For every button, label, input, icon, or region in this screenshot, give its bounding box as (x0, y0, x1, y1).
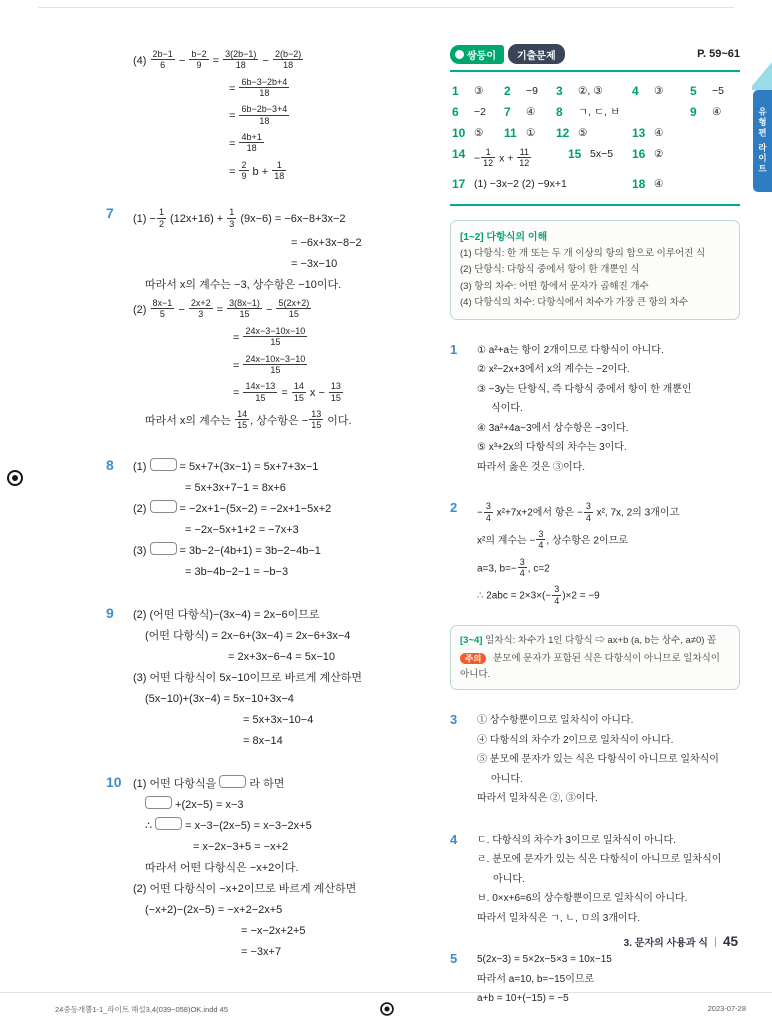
fraction: $\frac{1}{18}$ (274, 159, 285, 182)
math-line: +(2x−5) = x−3 (133, 796, 444, 815)
concept-box-range: [3~4] (460, 634, 483, 646)
answer-cell (632, 83, 690, 100)
answer-row (452, 146, 738, 172)
answer-value: ③ (654, 85, 664, 97)
warning-text: 분모에 문자가 포함된 식은 다항식이 아니므로 일차식이 아니다. (460, 653, 720, 680)
exam-problem-2 (450, 498, 740, 611)
exam-problem-1-solution (477, 340, 740, 479)
math-line: ① a²+a는 항이 2개이므로 다항식이 아니다. (477, 344, 664, 356)
fraction: $\frac{3(2b-1)}{18}$ (225, 49, 257, 71)
fraction: $\frac{1}{2}$ (158, 207, 164, 229)
math-line: a=3, b=− $\frac{3}{4}$ , c=2 (477, 556, 550, 578)
math-line: (1) 다항식: 한 개 또는 두 개 이상의 항의 합으로 이루어진 식 (460, 247, 706, 259)
problem-7-solution (133, 204, 444, 435)
answer-cell (452, 176, 632, 193)
fraction: $\frac{14}{15}$ (293, 381, 304, 403)
answer-value: −9 (526, 85, 538, 97)
answer-value: ④ (712, 106, 722, 118)
answer-value: −5 (712, 85, 724, 97)
answer-number: 10 (452, 126, 466, 140)
math-line: ⑤ x³+2x의 다항식의 차수는 3이다. (477, 442, 627, 454)
answer-cell (568, 146, 632, 163)
math-line: (3) = 3b−2−(4b+1) = 3b−2−4b−1 (133, 542, 444, 561)
fraction: $\frac{3}{4}$ (554, 584, 560, 606)
answer-cell (452, 146, 568, 172)
exam-problem-4-solution (477, 830, 740, 930)
problem-8-solution (133, 456, 444, 584)
problem-8-number: 8 (106, 456, 114, 473)
math-line: ④ 3a²+4a−3에서 상수항은 −3이다. (477, 422, 629, 434)
math-line: = x−2x−3+5 = −x+2 (193, 840, 289, 853)
math-line: 따라서 옳은 것은 ③이다. (477, 461, 586, 473)
math-line: (2) 단항식: 다항식 중에서 항이 한 개뿐인 식 (460, 264, 640, 276)
math-line: x²의 계수는 − $\frac{3}{4}$ , 상수항은 2이므로 (477, 528, 628, 551)
math-line: (3) 어떤 다항식이 5x−10이므로 바르게 계산하면 (133, 671, 363, 684)
answer-number: 2 (504, 84, 511, 98)
fraction: $\frac{3}{4}$ (519, 556, 525, 578)
registration-dot (12, 475, 18, 481)
answer-cell (452, 83, 504, 100)
exam-problem-3-solution (477, 710, 740, 810)
math-line: 따라서 a=10, b=−15이므로 (477, 973, 595, 985)
math-line: ∴ 2abc = 2×3×(− $\frac{3}{4}$ )×2 = −9 (477, 584, 600, 606)
math-line: (1) − $\frac{1}{2}$ (12x+16) + $\frac{1}{3}$ (9x−6) = −6x−8+3x−2 (133, 207, 346, 229)
exam-problem-3-number: 3 (450, 712, 458, 728)
fraction: $\frac{3(8x-1)}{15}$ (229, 298, 260, 320)
fraction: $\frac{3}{4}$ (538, 528, 544, 551)
exam-problems-badge: 기출문제 (508, 44, 565, 64)
tab-fold-decoration (752, 62, 772, 90)
math-line: (1) = 5x+7+(3x−1) = 5x+7+3x−1 (133, 458, 444, 477)
fraction: $\frac{11}{12}$ (519, 147, 530, 169)
page-edge-line-top (38, 7, 734, 8)
math-line: 따라서 일차식은 ②, ③이다. (477, 793, 598, 805)
concept-box-title: [1~2] 다항식의 이해 (460, 231, 548, 243)
blank-box (155, 817, 182, 830)
problem-10 (106, 773, 444, 964)
twin-badge-label: 쌍둥이 (467, 50, 496, 62)
blank-box (145, 796, 172, 809)
concept-box-polynomial (450, 220, 740, 320)
math-line: ③ −3y는 단항식, 즉 다항식 중에서 항이 한 개뿐인 (477, 383, 692, 395)
answer-cell (632, 146, 663, 163)
exam-problem-2-solution (477, 498, 740, 611)
answer-number: 12 (556, 126, 570, 140)
twin-badge (450, 45, 504, 64)
answer-cell (690, 104, 721, 121)
math-line: (2) = −2x+1−(5x−2) = −2x+1−5x+2 (133, 500, 444, 519)
answer-value: ③ (474, 85, 484, 97)
answer-row (452, 83, 738, 100)
fraction: $\frac{6b-2b-3+4}{18}$ (241, 104, 288, 126)
fraction: $\frac{1}{3}$ (229, 207, 235, 229)
math-line: = 8x−14 (243, 734, 283, 747)
fraction: $\frac{8x-1}{5}$ (152, 298, 173, 320)
problem-10-solution (133, 773, 444, 964)
math-line: ∴ = x−3−(2x−5) = x−3−2x+5 (133, 817, 444, 836)
answer-number: 16 (632, 147, 646, 161)
math-line: (4) 다항식의 차수: 다항식에서 차수가 가장 큰 항의 차수 (460, 297, 689, 309)
answer-row (452, 104, 738, 121)
section-header (450, 44, 740, 64)
answer-number: 8 (556, 105, 563, 119)
answer-value: ④ (654, 177, 664, 190)
math-line: 따라서 일차식은 ㄱ, ㄴ, ㅁ의 3개이다. (477, 912, 641, 924)
math-line: ① 상수항뿐이므로 일차식이 아니다. (477, 715, 634, 727)
math-line: 따라서 x의 계수는 −3, 상수항은 −10이다. (145, 279, 342, 292)
math-line: ④ 다항식의 차수가 2이므로 일차식이 아니다. (477, 734, 674, 746)
math-line: 따라서 어떤 다항식은 −x+2이다. (145, 861, 299, 874)
fraction: $\frac{4b+1}{18}$ (241, 132, 262, 154)
answer-value: −2 (474, 106, 486, 118)
blank-box (150, 458, 177, 471)
answer-number: 5 (690, 84, 697, 98)
fraction: $\frac{6b-3-2b+4}{18}$ (241, 76, 288, 99)
math-line: = 2x+3x−6−4 = 5x−10 (228, 650, 336, 663)
math-line: = $\frac{24x-3-10x-10}{15}$ (233, 325, 306, 348)
answer-cell (504, 104, 556, 121)
exam-problem-5-number: 5 (450, 951, 458, 967)
exam-problem-1-number: 1 (450, 341, 458, 357)
math-line: = $\frac{2}{9}$ b + $\frac{1}{18}$ (229, 159, 285, 182)
fraction: $\frac{2b-1}{6}$ (152, 49, 173, 71)
concept-box-note (460, 651, 730, 682)
answer-number: 15 (568, 147, 582, 161)
math-line: a+b = 10+(−15) = −5 (477, 993, 569, 1005)
math-line: 5(2x−3) = 5×2x−5×3 = 10x−15 (477, 954, 612, 966)
math-line: = −6x+3x−8−2 (291, 237, 362, 250)
answer-number: 13 (632, 126, 646, 140)
registration-mark-bottom (380, 1002, 394, 1016)
answer-value: − $\frac{1}{12}$ x + $\frac{11}{12}$ (474, 147, 530, 169)
math-line: = −x−2x+2+5 (241, 924, 306, 937)
math-line: = −3x+7 (241, 945, 282, 958)
chapter-title: 3. 문자의 사용과 식 (623, 938, 708, 949)
math-line: = $\frac{4b+1}{18}$ (229, 132, 262, 154)
problem-9 (106, 604, 444, 753)
answer-number: 11 (504, 126, 517, 140)
math-line: = $\frac{14x-13}{15}$ = $\frac{14}{15}$ x − $\frac{13}{15}$ (233, 381, 341, 403)
answer-number: 14 (452, 147, 466, 161)
answer-number: 4 (632, 84, 639, 98)
answer-cell (632, 125, 663, 142)
math-line: 식이다. (491, 403, 523, 415)
answer-cell (452, 104, 504, 121)
answer-value: ㄱ, ㄷ, ㅂ (578, 106, 621, 118)
fraction: $\frac{3}{4}$ (485, 501, 491, 523)
answer-row (452, 176, 738, 193)
exam-problem-4 (450, 830, 740, 930)
answer-number: 9 (690, 105, 697, 119)
fraction: $\frac{14}{15}$ (237, 408, 248, 431)
answer-number: 1 (452, 84, 459, 98)
answer-value: ② (654, 148, 664, 160)
exam-problem-3 (450, 710, 740, 810)
fraction: $\frac{24x-10x-3-10}{15}$ (245, 353, 306, 375)
fraction: $\frac{3}{4}$ (585, 501, 591, 523)
fraction: $\frac{13}{15}$ (330, 381, 341, 403)
math-line: (2) $\frac{8x-1}{5}$ − $\frac{2x+2}{3}$ = $\frac{3(8x-1)}{15}$ − $\frac{5(2x+2)}{15}$ (133, 298, 310, 320)
mascot-icon (455, 50, 464, 59)
math-line: = 3b−4b−2−1 = −b−3 (185, 565, 289, 578)
fraction: $\frac{14x-13}{15}$ (245, 381, 276, 403)
problem-9-number: 9 (106, 604, 114, 621)
math-line: − $\frac{3}{4}$ x²+7x+2에서 항은 − $\frac{3}{4}$ x², 7x, 2의 3개이고 (477, 501, 680, 523)
math-line: (1) 어떤 다항식을 라 하면 (133, 775, 444, 794)
math-line: (4) $\frac{2b-1}{6}$ − $\frac{b-2}{9}$ = $\frac{3(2b-1)}{18}$ − $\frac{2(b-2)}{18}$ (133, 49, 302, 71)
math-line: ㄹ. 분모에 문자가 있는 식은 다항식이 아니므로 일차식이 (477, 854, 722, 866)
concept-box-body (460, 246, 730, 311)
answer-cell (632, 176, 663, 193)
blank-box (219, 775, 246, 788)
answer-value: ⑤ (474, 127, 484, 139)
math-line: = $\frac{6b-2b-3+4}{18}$ (229, 104, 288, 126)
answer-value: ① (526, 127, 536, 139)
answer-number: 17 (452, 176, 466, 191)
math-line: (5x−10)+(3x−4) = 5x−10+3x−4 (145, 692, 294, 705)
warning-badge: 주의 (460, 653, 486, 664)
fraction: $\frac{2}{9}$ (241, 159, 247, 182)
answer-number: 6 (452, 105, 459, 119)
answer-value: ④ (526, 106, 536, 118)
exam-problem-5 (450, 949, 740, 1010)
exam-problem-1 (450, 340, 740, 479)
math-line: = 5x+3x−10−4 (243, 713, 314, 726)
math-line: (3) 항의 차수: 어떤 항에서 문자가 곱해진 개수 (460, 280, 649, 292)
fraction: $\frac{b-2}{9}$ (191, 49, 207, 71)
answer-number: 7 (504, 105, 511, 119)
answer-value: (1) −3x−2 (2) −9x+1 (474, 177, 567, 190)
registration-mark-left (7, 470, 23, 486)
answer-row (452, 125, 738, 142)
solution-6-part-4 (133, 48, 444, 184)
math-line: ㄷ. 다항식의 차수가 3이므로 일차식이 아니다. (477, 834, 676, 846)
math-line: ② x²−2x+3에서 x의 계수는 −2이다. (477, 364, 630, 376)
print-file-name: 24중등개뿔1-1_라이트 해설3,4(039~058)OK.indd 45 (55, 1005, 228, 1014)
exam-problem-5-solution (477, 949, 740, 1010)
answer-value: ②, ③ (578, 85, 603, 97)
fraction: $\frac{2(b-2)}{18}$ (274, 49, 302, 71)
math-line: (2) 어떤 다항식이 −x+2이므로 바르게 계산하면 (133, 882, 357, 895)
math-line: (−x+2)−(2x−5) = −x+2−2x+5 (145, 903, 283, 916)
concept-box-text: 일차식: 차수가 1인 다항식 ⇨ ax+b (a, b는 상수, a≠0) 꼴 (485, 634, 717, 646)
answer-grid (450, 70, 740, 206)
answer-value: ④ (654, 127, 664, 139)
math-line: = $\frac{24x-10x-3-10}{15}$ (233, 353, 306, 375)
math-line: (2) (어떤 다항식)−(3x−4) = 2x−6이므로 (133, 608, 320, 621)
page-reference: P. 59~61 (697, 48, 740, 60)
math-line: = −3x−10 (291, 258, 338, 271)
concept-box-linear (450, 625, 740, 691)
math-line: = 5x+3x+7−1 = 8x+6 (185, 481, 286, 494)
fraction: $\frac{13}{15}$ (311, 408, 322, 431)
answer-cell (504, 125, 556, 142)
math-line: 아니다. (493, 873, 525, 885)
exam-right-column (450, 44, 740, 1010)
solutions-left-column (106, 46, 444, 964)
blank-box (150, 542, 177, 555)
problem-9-solution (133, 604, 444, 753)
math-line: (어떤 다항식) = 2x−6+(3x−4) = 2x−6+3x−4 (145, 629, 351, 642)
edition-side-tab (753, 90, 772, 192)
fraction: $\frac{24x-3-10x-10}{15}$ (245, 325, 306, 348)
answer-cell (556, 83, 632, 100)
answer-cell (556, 125, 632, 142)
math-line: 따라서 x의 계수는 $\frac{14}{15}$ , 상수항은 − $\frac{13}{15}$ 이다. (145, 408, 352, 431)
problem-7-number: 7 (106, 205, 114, 222)
problem-8 (106, 456, 444, 584)
math-line: ㅂ. 0×x+6=6의 상수항뿐이므로 일차식이 아니다. (477, 893, 688, 905)
chapter-footer (430, 933, 738, 951)
math-line: = $\frac{6b-3-2b+4}{18}$ (229, 76, 288, 99)
concept-box-title-line (460, 633, 730, 649)
answer-cell (556, 104, 690, 121)
print-date: 2023-07-28 (707, 1004, 746, 1013)
blank-box (150, 500, 177, 513)
fraction: $\frac{2x+2}{3}$ (190, 298, 211, 320)
math-line: = −2x−5x+1+2 = −7x+3 (185, 523, 299, 536)
answer-number: 3 (556, 84, 563, 98)
answer-number: 18 (632, 176, 646, 191)
exam-problem-2-number: 2 (450, 500, 458, 516)
math-line: 아니다. (491, 773, 523, 785)
answer-cell (690, 83, 724, 100)
problem-7 (106, 204, 444, 435)
answer-cell (452, 125, 504, 142)
answer-value: ⑤ (578, 127, 588, 139)
exam-problem-4-number: 4 (450, 831, 458, 847)
answer-value: 5x−5 (590, 148, 614, 160)
edition-tab-label: 유형편 라이트 (757, 107, 768, 175)
fraction: $\frac{1}{12}$ (483, 147, 494, 169)
answer-cell (504, 83, 556, 100)
chapter-separator (715, 937, 716, 947)
fraction: $\frac{5(2x+2)}{15}$ (278, 298, 310, 320)
problem-10-number: 10 (106, 773, 122, 790)
math-line: ⑤ 분모에 문자가 있는 식은 다항식이 아니므로 일차식이 (477, 754, 719, 766)
page-number: 45 (722, 934, 738, 949)
registration-dot (384, 1006, 389, 1011)
